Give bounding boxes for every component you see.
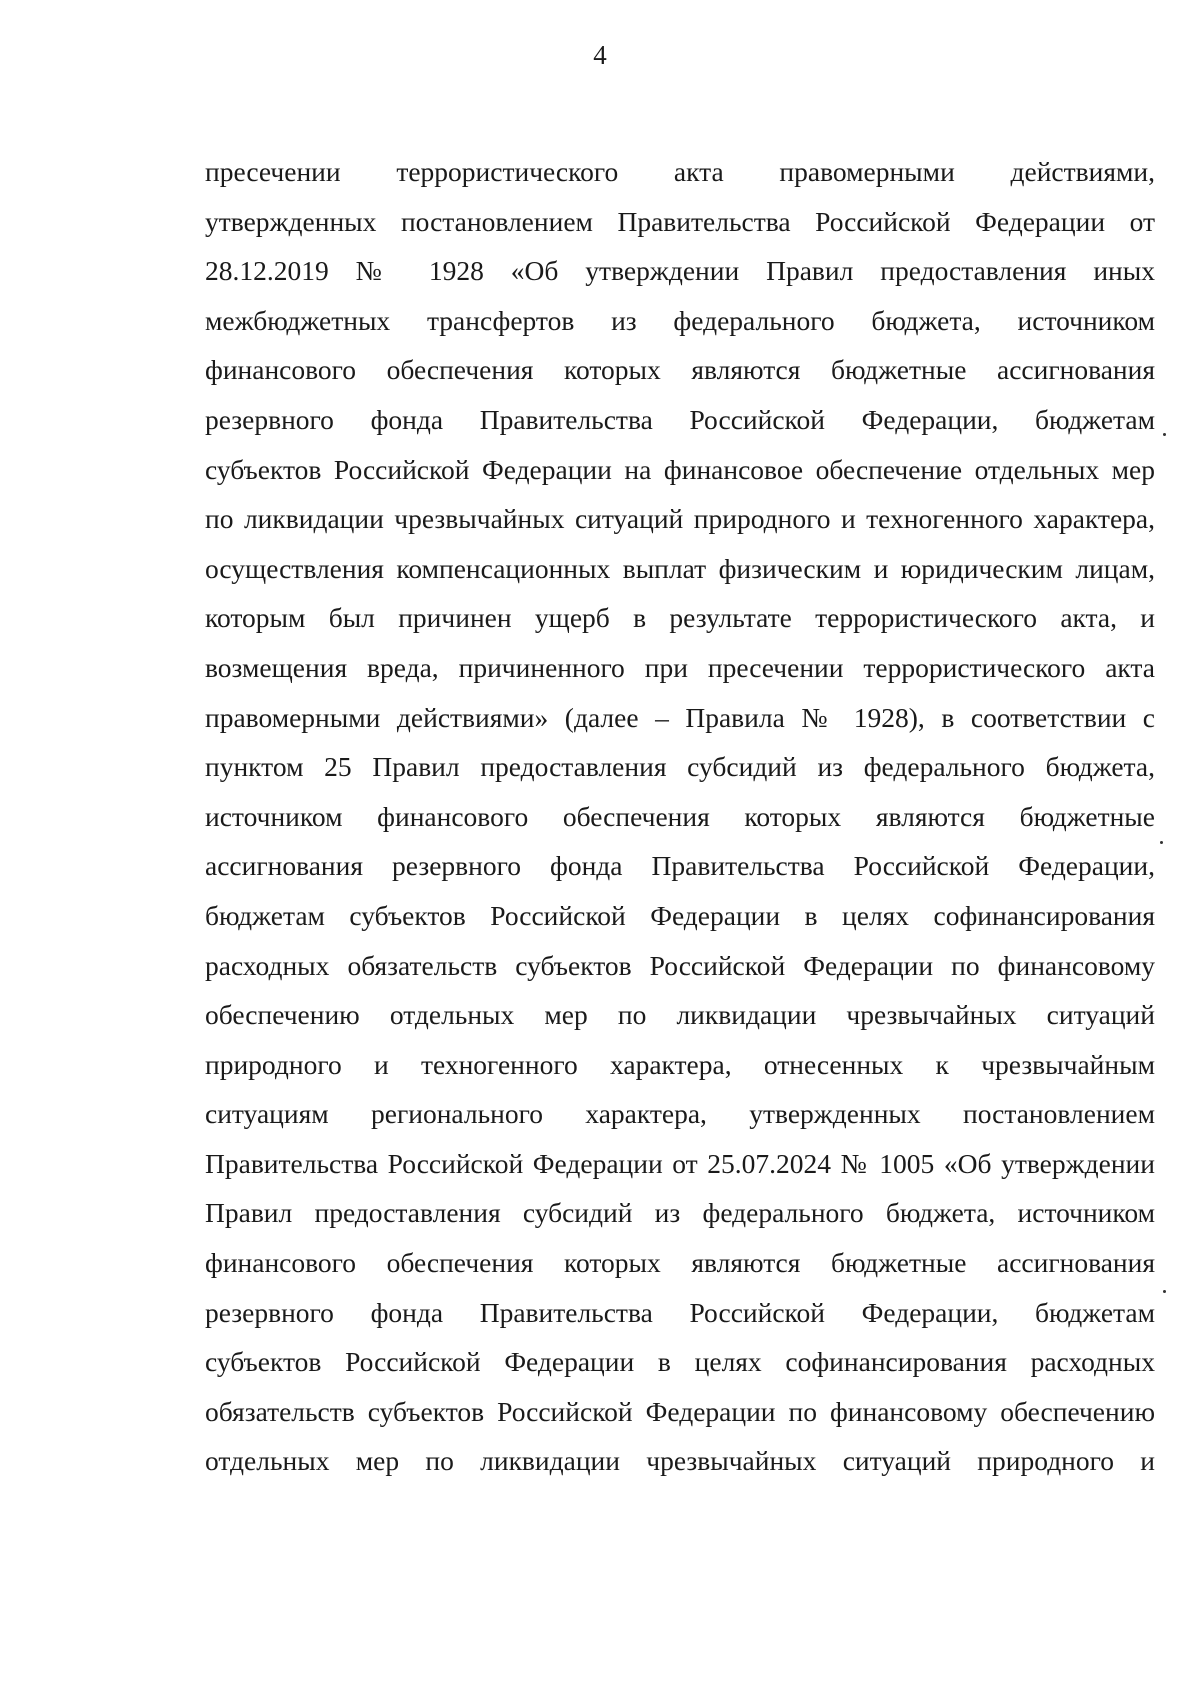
text-line: пунктом 25 Правил предоставления субсидий из федерального бюджета,	[205, 751, 1155, 783]
text-line: бюджетам субъектов Российской Федерации в целях софинансирования	[205, 899, 1155, 931]
text-line: резервного фонда Правительства Российской Федерации, бюджетам	[205, 403, 1155, 435]
scan-mark	[1163, 1290, 1166, 1293]
text-line: финансового обеспечения которых являются бюджетные ассигнования	[205, 1247, 1155, 1279]
text-line: природного и техногенного характера, отнесенных к чрезвычайным	[205, 1048, 1155, 1080]
document-body	[205, 152, 1155, 1491]
text-line: 28.12.2019 № 1928 «Об утверждении Правил предоставления иных	[205, 255, 1155, 287]
text-line: осуществления компенсационных выплат физическим и юридическим лицам,	[205, 552, 1155, 584]
text-line: межбюджетных трансфертов из федерального бюджета, источником	[205, 304, 1155, 336]
text-line: правомерными действиями» (далее – Правила № 1928), в соответствии с	[205, 701, 1155, 733]
text-line: возмещения вреда, причиненного при пресечении террористического акта	[205, 651, 1155, 683]
text-line: источником финансового обеспечения которых являются бюджетные	[205, 800, 1155, 832]
scan-mark	[1163, 433, 1166, 436]
text-line: субъектов Российской Федерации на финансовое обеспечение отдельных мер	[205, 453, 1155, 485]
text-line: обязательств субъектов Российской Федерации по финансовому обеспечению	[205, 1395, 1155, 1427]
scan-mark	[1160, 841, 1163, 844]
page-number: 4	[593, 40, 607, 70]
text-line: расходных обязательств субъектов Российской Федерации по финансовому	[205, 949, 1155, 981]
text-line: ассигнования резервного фонда Правительства Российской Федерации,	[205, 850, 1155, 882]
text-line: утвержденных постановлением Правительства Российской Федерации от	[205, 205, 1155, 237]
text-line: Правительства Российской Федерации от 25.07.2024 № 1005 «Об утверждении	[205, 1147, 1155, 1179]
text-line: по ликвидации чрезвычайных ситуаций природного и техногенного характера,	[205, 503, 1155, 535]
text-line: которым был причинен ущерб в результате террористического акта, и	[205, 602, 1155, 634]
text-line: финансового обеспечения которых являются бюджетные ассигнования	[205, 354, 1155, 386]
text-line: субъектов Российской Федерации в целях софинансирования расходных	[205, 1346, 1155, 1378]
text-line: отдельных мер по ликвидации чрезвычайных ситуаций природного и	[205, 1445, 1155, 1477]
text-line: резервного фонда Правительства Российской Федерации, бюджетам	[205, 1296, 1155, 1328]
text-line: пресечении террористического акта правомерными действиями,	[205, 156, 1155, 187]
text-line: обеспечению отдельных мер по ликвидации чрезвычайных ситуаций	[205, 999, 1155, 1031]
text-line: ситуациям регионального характера, утвержденных постановлением	[205, 1098, 1155, 1130]
text-line: Правил предоставления субсидий из федерального бюджета, источником	[205, 1197, 1155, 1229]
